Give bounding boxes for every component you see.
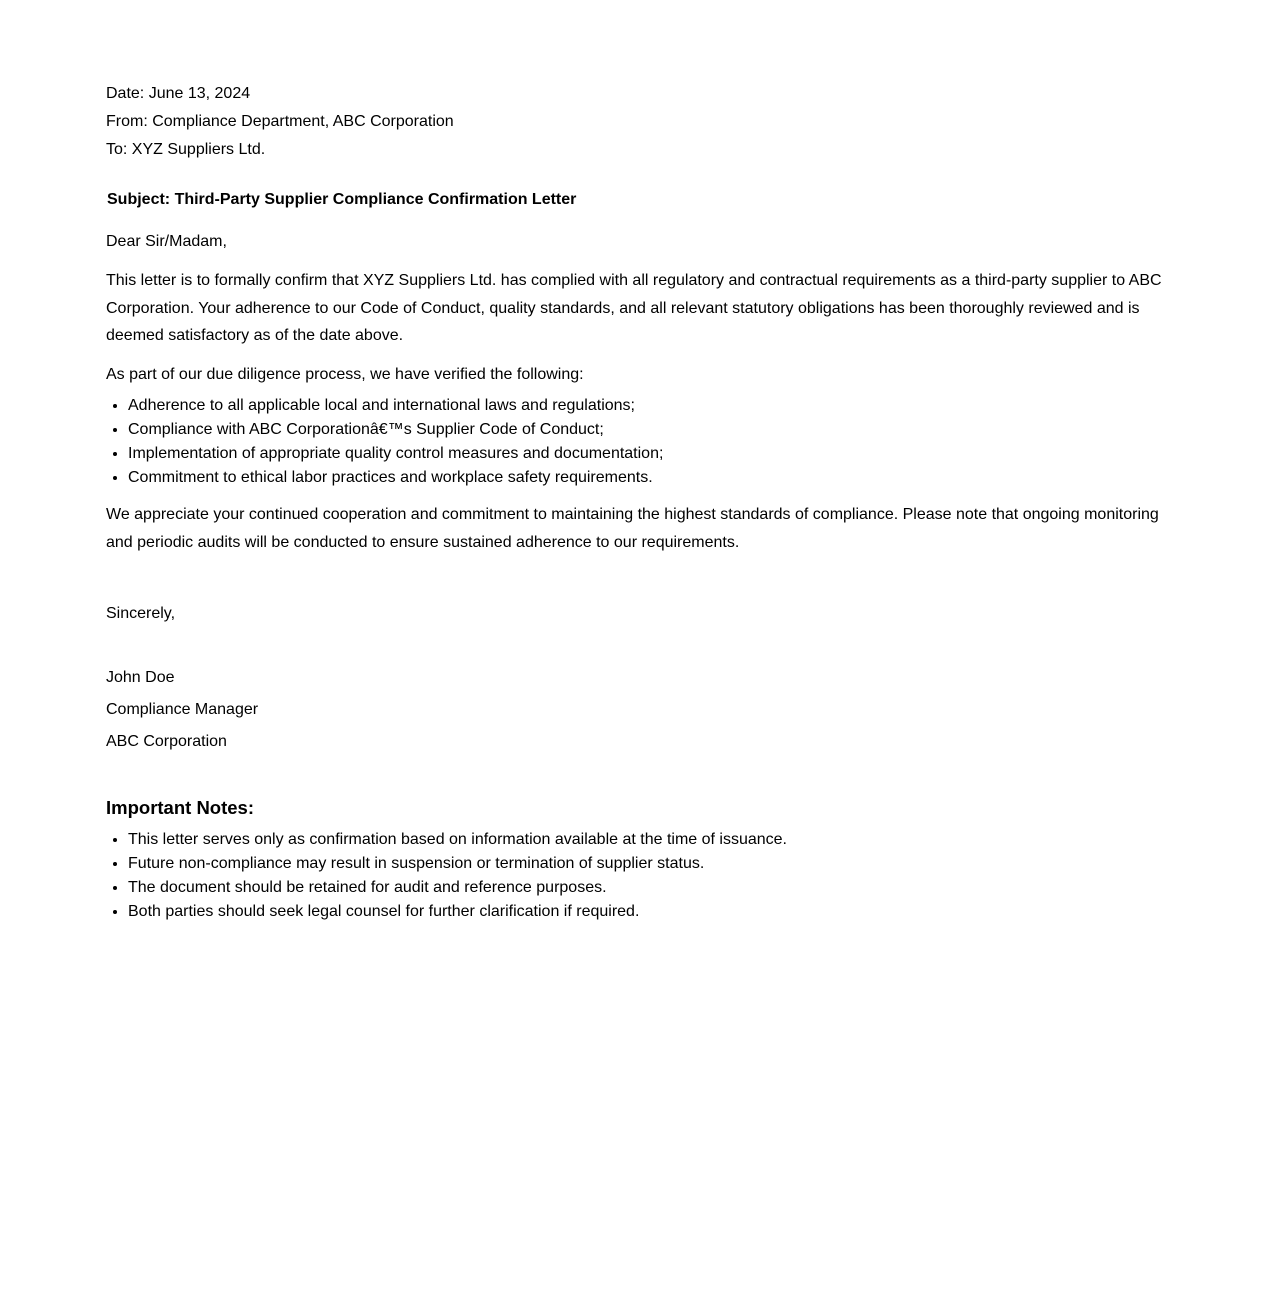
signature-company: ABC Corporation [106, 733, 227, 750]
list-item: • The document should be retained for audit and reference purposes. [128, 876, 1166, 900]
date-line: Date: June 13, 2024 [106, 85, 251, 102]
body-paragraph-3: We appreciate your continued cooperation and commitment to maintaining the highest standards of compliance. Please note that ongoing monitoring and periodic audits will be conducted to ensure sustained adherence to our requirements. [106, 506, 1159, 551]
signature-title: Compliance Manager [106, 701, 259, 718]
list-item: • This letter serves only as confirmation based on information available at the time of issuance. [128, 828, 1166, 852]
verified-list [106, 394, 1166, 490]
list-item: • Adherence to all applicable local and international laws and regulations; [128, 394, 1166, 418]
list-item: • Future non-compliance may result in suspension or termination of supplier status. [128, 852, 1166, 876]
notes-heading: Important Notes: [106, 797, 254, 818]
from-line: From: Compliance Department, ABC Corporation [106, 113, 454, 130]
list-item: • Implementation of appropriate quality control measures and documentation; [128, 442, 1166, 466]
list-item: • Both parties should seek legal counsel for further clarification if required. [128, 900, 1166, 924]
list-item: • Compliance with ABC Corporationâ€™s Supplier Code of Conduct; [128, 418, 1166, 442]
body-paragraph-1: This letter is to formally confirm that XYZ Suppliers Ltd. has complied with all regulatory and contractual requirements as a third-party supplier to ABC Corporation. Your adherence to our Code of Conduct, quality standards, and all relevant statutory obligations has been thoroughly reviewed and is deemed satisfactory as of the date above. [106, 272, 1162, 344]
closing: Sincerely, [106, 605, 176, 622]
to-line: To: XYZ Suppliers Ltd. [106, 141, 266, 158]
greeting: Dear Sir/Madam, [106, 233, 227, 250]
subject-line: Subject: Third-Party Supplier Compliance Confirmation Letter [107, 191, 577, 208]
list-item: • Commitment to ethical labor practices and workplace safety requirements. [128, 466, 1166, 490]
body-paragraph-2: As part of our due diligence process, we have verified the following: [106, 365, 584, 383]
signature-name: John Doe [106, 669, 175, 686]
notes-list [106, 828, 1166, 924]
